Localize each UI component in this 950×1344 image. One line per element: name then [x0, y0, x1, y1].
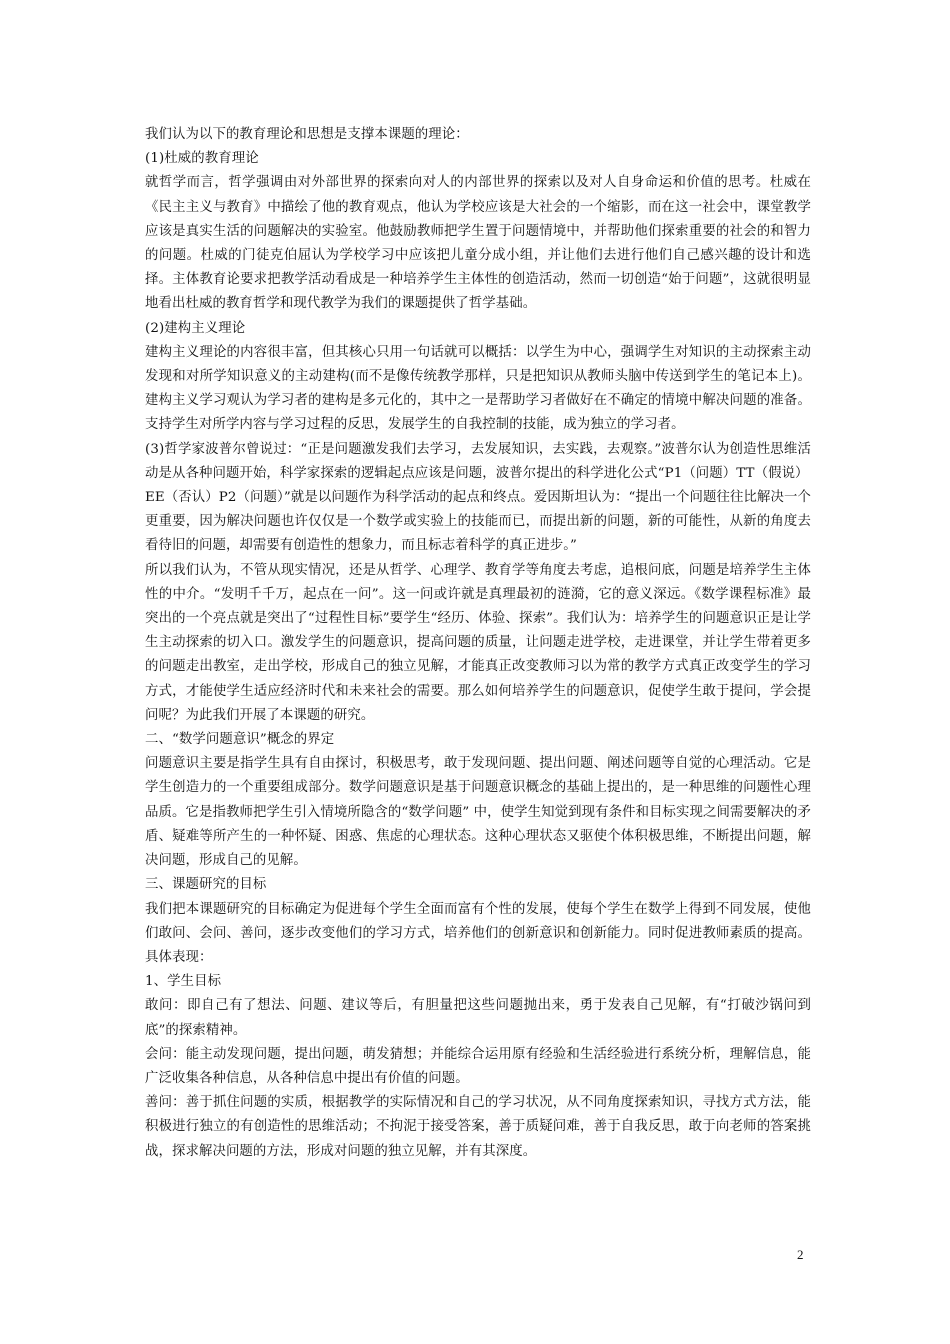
page-number: 2 [797, 1247, 804, 1262]
good-at-asking-paragraph: 善问：善于抓住问题的实质，根据教学的实际情况和自己的学习状况，从不同角度探索知识，寻找方式方法，能积极进行独立的有创造性的思维活动；不拘泥于接受答案，善于质疑问难，善于自我反思，敢于向老师的答案挑战，探求解决问题的方法，形成对问题的独立见解，并有其深度。 [145, 1095, 811, 1159]
section-heading-constructivism: (2)建构主义理论 [145, 320, 246, 336]
section-heading-definition: 二、“数学问题意识”概念的界定 [145, 732, 335, 748]
goals-paragraph: 我们把本课题研究的目标确定为促进每个学生全面而富有个性的发展，使每个学生在数学上得到不同发展，使他们敢问、会问、善问，逐步改变他们的学习方式，培养他们的创新意识和创新能力。同时促进教师素质的提高。具体表现： [145, 901, 811, 965]
intro-paragraph: 我们认为以下的教育理论和思想是支撑本课题的理论： [145, 127, 469, 142]
document-body [145, 123, 811, 1164]
conclusion-paragraph: 所以我们认为，不管从现实情况，还是从哲学、心理学、教育学等角度去考虑，追根问底，问题是培养学生主体性的中介。“发明千千万，起点在一问”。这一问或许就是真理最初的涟漪，它的意义深远。《数学课程标准》最突出的一个亮点就是突出了“过程性目标”要学生“经历、体验、探索”。我们认为：培养学生的问题意识正是让学生主动探索的切入口。激发学生的问题意识，提高问题的质量，让问题走进学校，走进课堂，并让学生带着更多的问题走出教室，走出学校，形成自己的独立见解，才能真正改变教师习以为常的教学方式真正改变学生的学习方式，才能使学生适应经济时代和未来社会的需要。那么如何培养学生的问题意识，促使学生敢于提问，学会提问呢？为此我们开展了本课题的研究。 [145, 562, 811, 723]
einstein-paragraph: EE（否认）P2（问题）”就是以问题作为科学活动的起点和终点。爱因斯坦认为：“提出一个问题往往比解决一个更重要，因为解决问题也许仅仅是一个数学或实验上的技能而已，而提出新的问题，新的可能性，从新的角度去看待旧的问题，却需要有创造性的想象力，而且标志着科学的真正进步。” [145, 490, 811, 554]
able-to-ask-paragraph: 会问：能主动发现问题，提出问题，萌发猜想；并能综合运用原有经验和生活经验进行系统分析，理解信息，能广泛收集各种信息，从各种信息中提出有价值的问题。 [145, 1046, 811, 1086]
section-heading-dewey: (1)杜威的教育理论 [145, 151, 259, 167]
student-goals-heading: 1、学生目标 [145, 974, 222, 990]
definition-paragraph: 问题意识主要是指学生具有自由探讨，积极思考，敢于发现问题、提出问题、阐述问题等自觉的心理活动。它是学生创造力的一个重要组成部分。数学问题意识是基于问题意识概念的基础上提出的，是一种思维的问题性心理品质。它是指教师把学生引入情境所隐含的“数学问题” 中，使学生知觉到现有条件和目标实现之间需要解决的矛盾、疑难等所产生的一种怀疑、困惑、焦虑的心理状态。这种心理状态又驱使个体积极思维，不断提出问题，解决问题，形成自己的见解。 [145, 756, 811, 869]
dare-to-ask-paragraph: 敢问：即自己有了想法、问题、建议等后，有胆量把这些问题抛出来，勇于发表自己见解，有“打破沙锅问到底”的探索精神。 [145, 998, 811, 1038]
section-heading-goals: 三、课题研究的目标 [145, 877, 267, 893]
dewey-paragraph: 就哲学而言，哲学强调由对外部世界的探索向对人的内部世界的探索以及对人自身命运和价值的思考。杜威在《民主主义与教育》中描绘了他的教育观点，他认为学校应该是大社会的一个缩影，而在这一社会中，课堂教学应该是真实生活的问题解决的实验室。他鼓励教师把学生置于问题情境中，并帮助他们探索重要的社会的和智力的问题。杜威的门徒克伯屈认为学校学习中应该把儿童分成小组，并让他们去进行他们自己感兴趣的设计和选择。主体教育论要求把教学活动看成是一种培养学生主体性的创造活动，然而一切创造“始于问题”，这就很明显地看出杜威的教育哲学和现代教学为我们的课题提供了哲学基础。 [145, 175, 811, 312]
constructivism-paragraph: 建构主义理论的内容很丰富，但其核心只用一句话就可以概括：以学生为中心，强调学生对知识的主动探索主动发现和对所学知识意义的主动建构(而不是像传统教学那样，只是把知识从教师头脑中传送到学生的笔记本上)。建构主义学习观认为学习者的建构是多元化的，其中之一是帮助学习者做好在不确定的情境中解决问题的准备。支持学生对所学内容与学习过程的反思，发展学生的自我控制的技能，成为独立的学习者。 [145, 344, 811, 433]
popper-paragraph: (3)哲学家波普尔曾说过：“正是问题激发我们去学习，去发展知识，去实践，去观察。”波普尔认为创造性思维活动是从各种问题开始，科学家探索的逻辑起点应该是问题，波普尔提出的科学进化公式“P1（问题）TT（假说） [145, 441, 811, 481]
